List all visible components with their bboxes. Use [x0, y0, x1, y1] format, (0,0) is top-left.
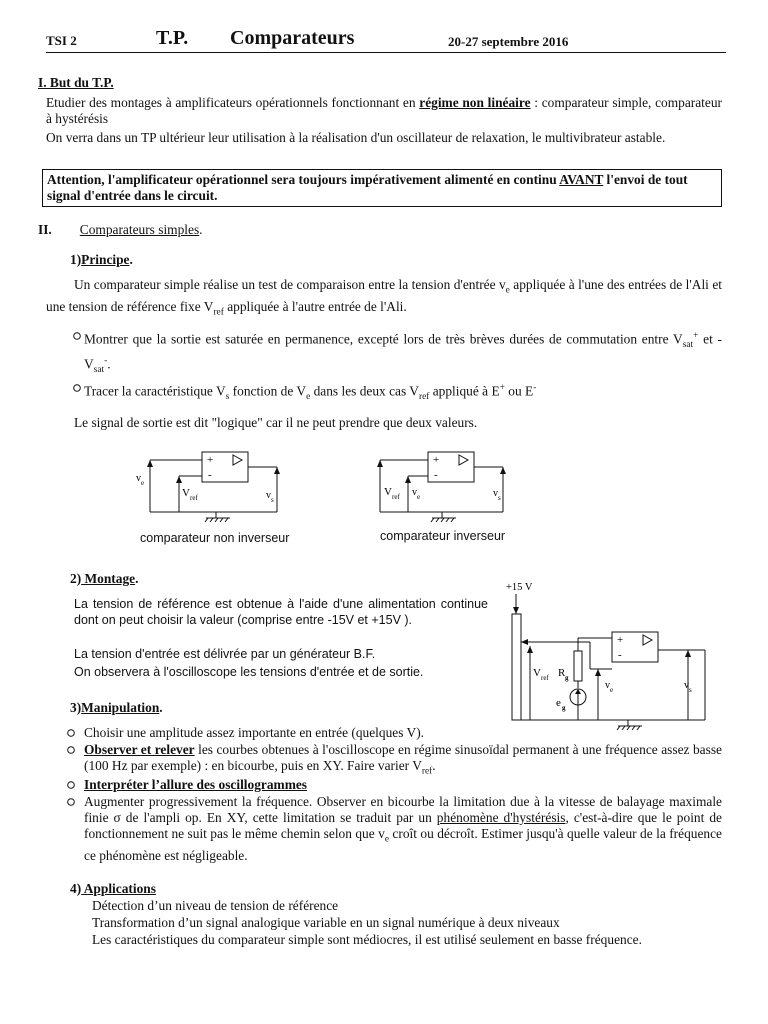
principe-para: Un comparateur simple réalise un test de comparaison entre la tension d'entrée $v_e$ appliquée à l'une des entrées de l'Ali et une tension de référence fixe $V_{ref}$ appliquée à l'autre entrée de l'Ali. — [46, 277, 722, 318]
section2-heading: II. Comparateurs simples. — [38, 222, 203, 237]
vref-label: V — [533, 667, 541, 679]
principe-bullet2: Tracer la caractéristique $V_s$ fonction de $V_e$ dans les deux cas $V_{ref}$ appliqué à E+ ou E- — [84, 383, 537, 403]
vs-label: v — [266, 490, 271, 501]
tp-label: T.P. — [156, 27, 189, 49]
eg-label: e — [556, 697, 561, 709]
vref-label: V — [182, 487, 190, 499]
vref-sub: ref — [392, 493, 400, 501]
vref-sub: ref — [190, 494, 198, 502]
ve-sub: e — [417, 493, 421, 501]
montage-para3: On observera à l'oscilloscope les tensions d'entrée et de sortie. — [74, 665, 424, 679]
vref-sub: ref — [541, 674, 549, 682]
bullet-circle-icon — [66, 797, 76, 807]
principe-heading: 1)Principe. — [70, 252, 133, 267]
vs-sub: s — [498, 494, 501, 502]
date-label: 20-27 septembre 2016 — [448, 34, 569, 49]
bullet-circle-icon — [72, 331, 82, 341]
supply-label: +15 V — [506, 582, 533, 593]
bullet-circle-icon — [72, 383, 82, 393]
eg-sub: g — [562, 704, 566, 712]
manip-bullet1: Choisir une amplitude assez importante en entrée (quelques V). — [84, 725, 424, 740]
section1-heading: I. But du T.P. — [38, 75, 114, 90]
applications-line3: Les caractéristiques du comparateur simple sont médiocres, il est utilisé seulement en basse fréquence. — [92, 932, 642, 947]
manip-bullet3: Interpréter l’allure des oscillogrammes — [84, 777, 307, 792]
warning-box: Attention, l'amplificateur opérationnel sera toujours impérativement alimenté en continu AVANT l'envoi de tout signal d'entrée dans le circuit. — [42, 169, 722, 207]
ve-label: v — [136, 473, 141, 484]
class-label: TSI 2 — [46, 33, 77, 48]
plus-input-label: + — [433, 454, 440, 466]
montage-circuit-diagram — [500, 576, 728, 736]
vs-sub: s — [271, 496, 274, 504]
caption-inverting: comparateur inverseur — [380, 529, 506, 543]
montage-para2: La tension d'entrée est délivrée par un générateur B.F. — [74, 647, 376, 661]
page-header — [46, 27, 726, 53]
vs-label: v — [493, 488, 498, 499]
applications-line2: Transformation d’un signal analogique variable en un signal numérique à deux niveaux — [92, 915, 560, 930]
manip-bullet4: Augmenter progressivement la fréquence. Observer en bicourbe la limitation due à la vitesse de balayage maximale finie σ de l'ampli op. En XY, cette limitation se traduit par un phénomène d'hystérésis, c'est-à-dire que le point de fonctionnement ne suit pas le même chemin selon que $v_e$ croît ou décroît. Estimer jusqu'à quelle valeur de la fréquence ce phénomène est négligeable. — [84, 794, 722, 863]
section1-para1: Etudier des montages à amplificateurs opérationnels fonctionnant en régime non linéaire : comparateur simple, comparateur à hystérésis — [46, 95, 723, 126]
plus-input-label: + — [617, 634, 624, 646]
minus-input-label: - — [618, 649, 622, 661]
manip-bullet2: Observer et relever les courbes obtenues à l'oscilloscope en régime sinusoïdal permanent à une fréquence assez basse (100 Hz par exemple) : en bicourbe, puis en XY. Faire varier $V_{ref}$. — [84, 742, 722, 777]
section1-para2: On verra dans un TP ultérieur leur utilisation à la réalisation d'un oscillateur de relaxation, le multivibrateur astable. — [46, 130, 666, 145]
non-inverting-comparator-diagram — [120, 440, 320, 525]
bullet-circle-icon — [66, 728, 76, 738]
vs-label: v — [684, 680, 689, 691]
montage-heading: 2) Montage. — [70, 571, 139, 586]
montage-para1: La tension de référence est obtenue à l'aide d'une alimentation continue dont on peut choisir la valeur (comprise entre -15V et +15V ). — [74, 597, 488, 627]
inverting-comparator-diagram — [366, 440, 566, 525]
rg-sub: g — [565, 674, 569, 682]
ve-label: v — [605, 680, 610, 691]
applications-heading: 4) Applications — [70, 881, 156, 896]
ve-sub: e — [610, 686, 614, 694]
vref-label: V — [384, 486, 392, 498]
minus-input-label: - — [434, 469, 438, 481]
rg-label: R — [558, 667, 566, 679]
logic-signal-text: Le signal de sortie est dit "logique" car il ne peut prendre que deux valeurs. — [74, 415, 478, 430]
applications-line1: Détection d’un niveau de tension de référence — [92, 898, 339, 913]
ve-label: v — [412, 487, 417, 498]
caption-non-inverting: comparateur non inverseur — [140, 531, 290, 545]
page-title: Comparateurs — [230, 27, 355, 49]
ve-sub: e — [141, 479, 145, 487]
vs-sub: s — [689, 686, 692, 694]
minus-input-label: - — [208, 469, 212, 481]
manip-heading: 3)Manipulation. — [70, 700, 163, 715]
bullet-circle-icon — [66, 745, 76, 755]
bullet-circle-icon — [66, 780, 76, 790]
plus-input-label: + — [207, 454, 214, 466]
principe-bullet1: Montrer que la sortie est saturée en permanence, excepté lors de très brèves durées de commutation entre $V_{sat}^+$ et $-V_{sat}^-$. — [84, 331, 722, 376]
